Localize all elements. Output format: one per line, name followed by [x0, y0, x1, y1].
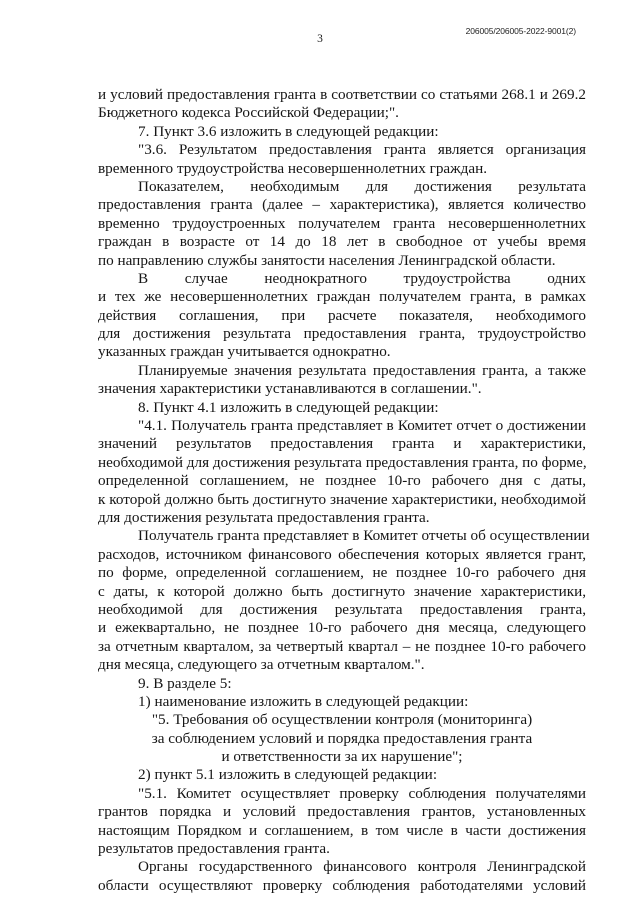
text-line: 8. Пункт 4.1 изложить в следующей редакции:: [138, 398, 439, 416]
page-number: 3: [317, 33, 323, 45]
text-line: действия соглашения, при расчете показателя, необходимого: [98, 306, 586, 324]
text-line: граждан в возрасте от 14 до 18 лет в свободное от учебы время: [98, 233, 586, 251]
text-line: Планируемые значения результата предоставления гранта, а также: [138, 361, 586, 379]
text-line: и ответственности за их нарушение";: [221, 748, 463, 766]
text-line: к которой должно быть достигнуто значение характеристики, необходимой: [98, 490, 586, 508]
text-line: необходимой для достижения результата предоставления гранта, по форме,: [98, 453, 587, 471]
text-line: расходов, источником финансового обеспечения которых является грант,: [98, 545, 586, 563]
text-line: по направлению службы занятости населения Ленинградской области.: [98, 251, 556, 269]
text-line: Показателем, необходимым для достижения результата: [138, 177, 586, 195]
text-line: для достижения результата предоставления гранта.: [98, 508, 430, 526]
text-line: временного трудоустройства несовершеннолетних граждан.: [98, 159, 488, 177]
text-line: за соблюдением условий и порядка предоставления гранта: [151, 729, 533, 747]
text-line: 7. Пункт 3.6 изложить в следующей редакции:: [138, 122, 439, 140]
text-line: с даты, к которой должно быть достигнуто значение характеристики,: [98, 582, 586, 600]
text-line: "3.6. Результатом предоставления гранта является организация: [138, 141, 586, 159]
text-line: по форме, определенной соглашением, не позднее 10-го рабочего дня: [98, 564, 586, 582]
text-line: 9. В разделе 5:: [138, 674, 232, 692]
text-line: необходимой для достижения результата предоставления гранта,: [98, 600, 586, 618]
text-line: для достижения результата предоставления гранта, трудоустройство: [98, 325, 586, 343]
text-line: и тех же несовершеннолетних граждан получателем гранта, в рамках: [98, 288, 586, 306]
text-line: предоставления гранта (далее – характеристика), является количество: [98, 196, 586, 214]
text-line: Органы государственного финансового контроля Ленинградской: [138, 858, 586, 876]
text-line: указанных граждан учитывается однократно.: [98, 343, 391, 361]
text-line: и ежеквартально, не позднее 10-го рабочего дня месяца, следующего: [98, 619, 586, 637]
text-line: и условий предоставления гранта в соответствии со статьями 268.1 и 269.2: [98, 86, 586, 103]
text-line: значений результатов предоставления гранта и характеристики,: [98, 435, 586, 453]
text-line: результатов предоставления гранта.: [98, 840, 330, 858]
text-line: временно трудоустроенных получателем гранта несовершеннолетних: [98, 214, 586, 232]
text-line: грантов порядка и условий предоставления грантов, установленных: [98, 803, 586, 821]
text-line: В случае неоднократного трудоустройства одних: [138, 269, 586, 287]
text-line: значения характеристики устанавливаются в соглашении.".: [98, 380, 482, 398]
document-id: 206005/206005-2022-9001(2): [465, 26, 576, 36]
text-line: настоящим Порядком и соглашением, в том числе в части достижения: [98, 821, 586, 839]
text-line: "4.1. Получатель гранта представляет в Комитет отчет о достижении: [138, 417, 586, 435]
text-line: Получатель гранта представляет в Комитет отчеты об осуществлении: [138, 527, 590, 545]
text-line: "5.1. Комитет осуществляет проверку соблюдения получателями: [138, 784, 586, 802]
text-line: области осуществляют проверку соблюдения работодателями условий: [98, 876, 586, 894]
text-line: 2) пункт 5.1 изложить в следующей редакции:: [138, 766, 438, 784]
document-body: [98, 86, 590, 895]
text-line: определенной соглашением, не позднее 10-го рабочего дня с даты,: [98, 472, 586, 490]
text-line: 1) наименование изложить в следующей редакции:: [138, 692, 469, 710]
text-line: Бюджетного кодекса Российской Федерации;".: [98, 104, 399, 122]
text-line: дня месяца, следующего за отчетным кварталом.".: [98, 656, 425, 674]
text-line: "5. Требования об осуществлении контроля (мониторинга): [151, 711, 533, 729]
text-line: за отчетным кварталом, за четвертый квартал – не позднее 10-го рабочего: [98, 637, 586, 655]
